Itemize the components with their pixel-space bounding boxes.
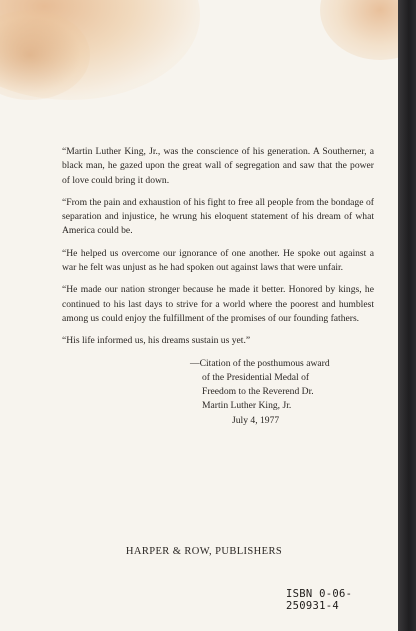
water-stain-top-left xyxy=(0,0,200,100)
quote-paragraph: “He made our nation stronger because he made it better. Honored by kings, he continued to his last days to strive for a world where the poorest and humblest among us could enjoy the fulfillment of the promises of our founding fathers. xyxy=(62,284,374,324)
citation-line: —Citation of the posthumous award xyxy=(190,357,330,369)
quotation-block xyxy=(62,145,374,428)
book-spine-edge xyxy=(398,0,416,631)
citation-line: Martin Luther King, Jr. xyxy=(202,400,292,412)
quote-paragraph: “Martin Luther King, Jr., was the conscience of his generation. A Southerner, a black man, he gazed upon the great wall of segregation and saw that the power of love could bring it down. xyxy=(62,146,374,186)
quote-paragraph: “He helped us overcome our ignorance of one another. He spoke out against a war he felt was unjust as he had spoken out against laws that were unfair. xyxy=(62,247,374,274)
isbn-number: ISBN 0-06-250931-4 xyxy=(286,588,353,612)
citation-date: July 4, 1977 xyxy=(232,414,280,426)
water-stain-left xyxy=(0,10,90,100)
citation-line: Freedom to the Reverend Dr. xyxy=(202,386,314,398)
publisher-name: HARPER & ROW, PUBLISHERS xyxy=(125,546,283,557)
quote-paragraph: “His life informed us, his dreams sustain us yet.” xyxy=(62,335,251,347)
quote-paragraph: “From the pain and exhaustion of his fight to free all people from the bondage of separation and injustice, he wrung his eloquent statement of his dream of what America could be. xyxy=(62,196,374,237)
citation xyxy=(190,357,370,428)
water-stain-top-right xyxy=(320,0,398,60)
citation-line: of the Presidential Medal of xyxy=(202,371,310,383)
